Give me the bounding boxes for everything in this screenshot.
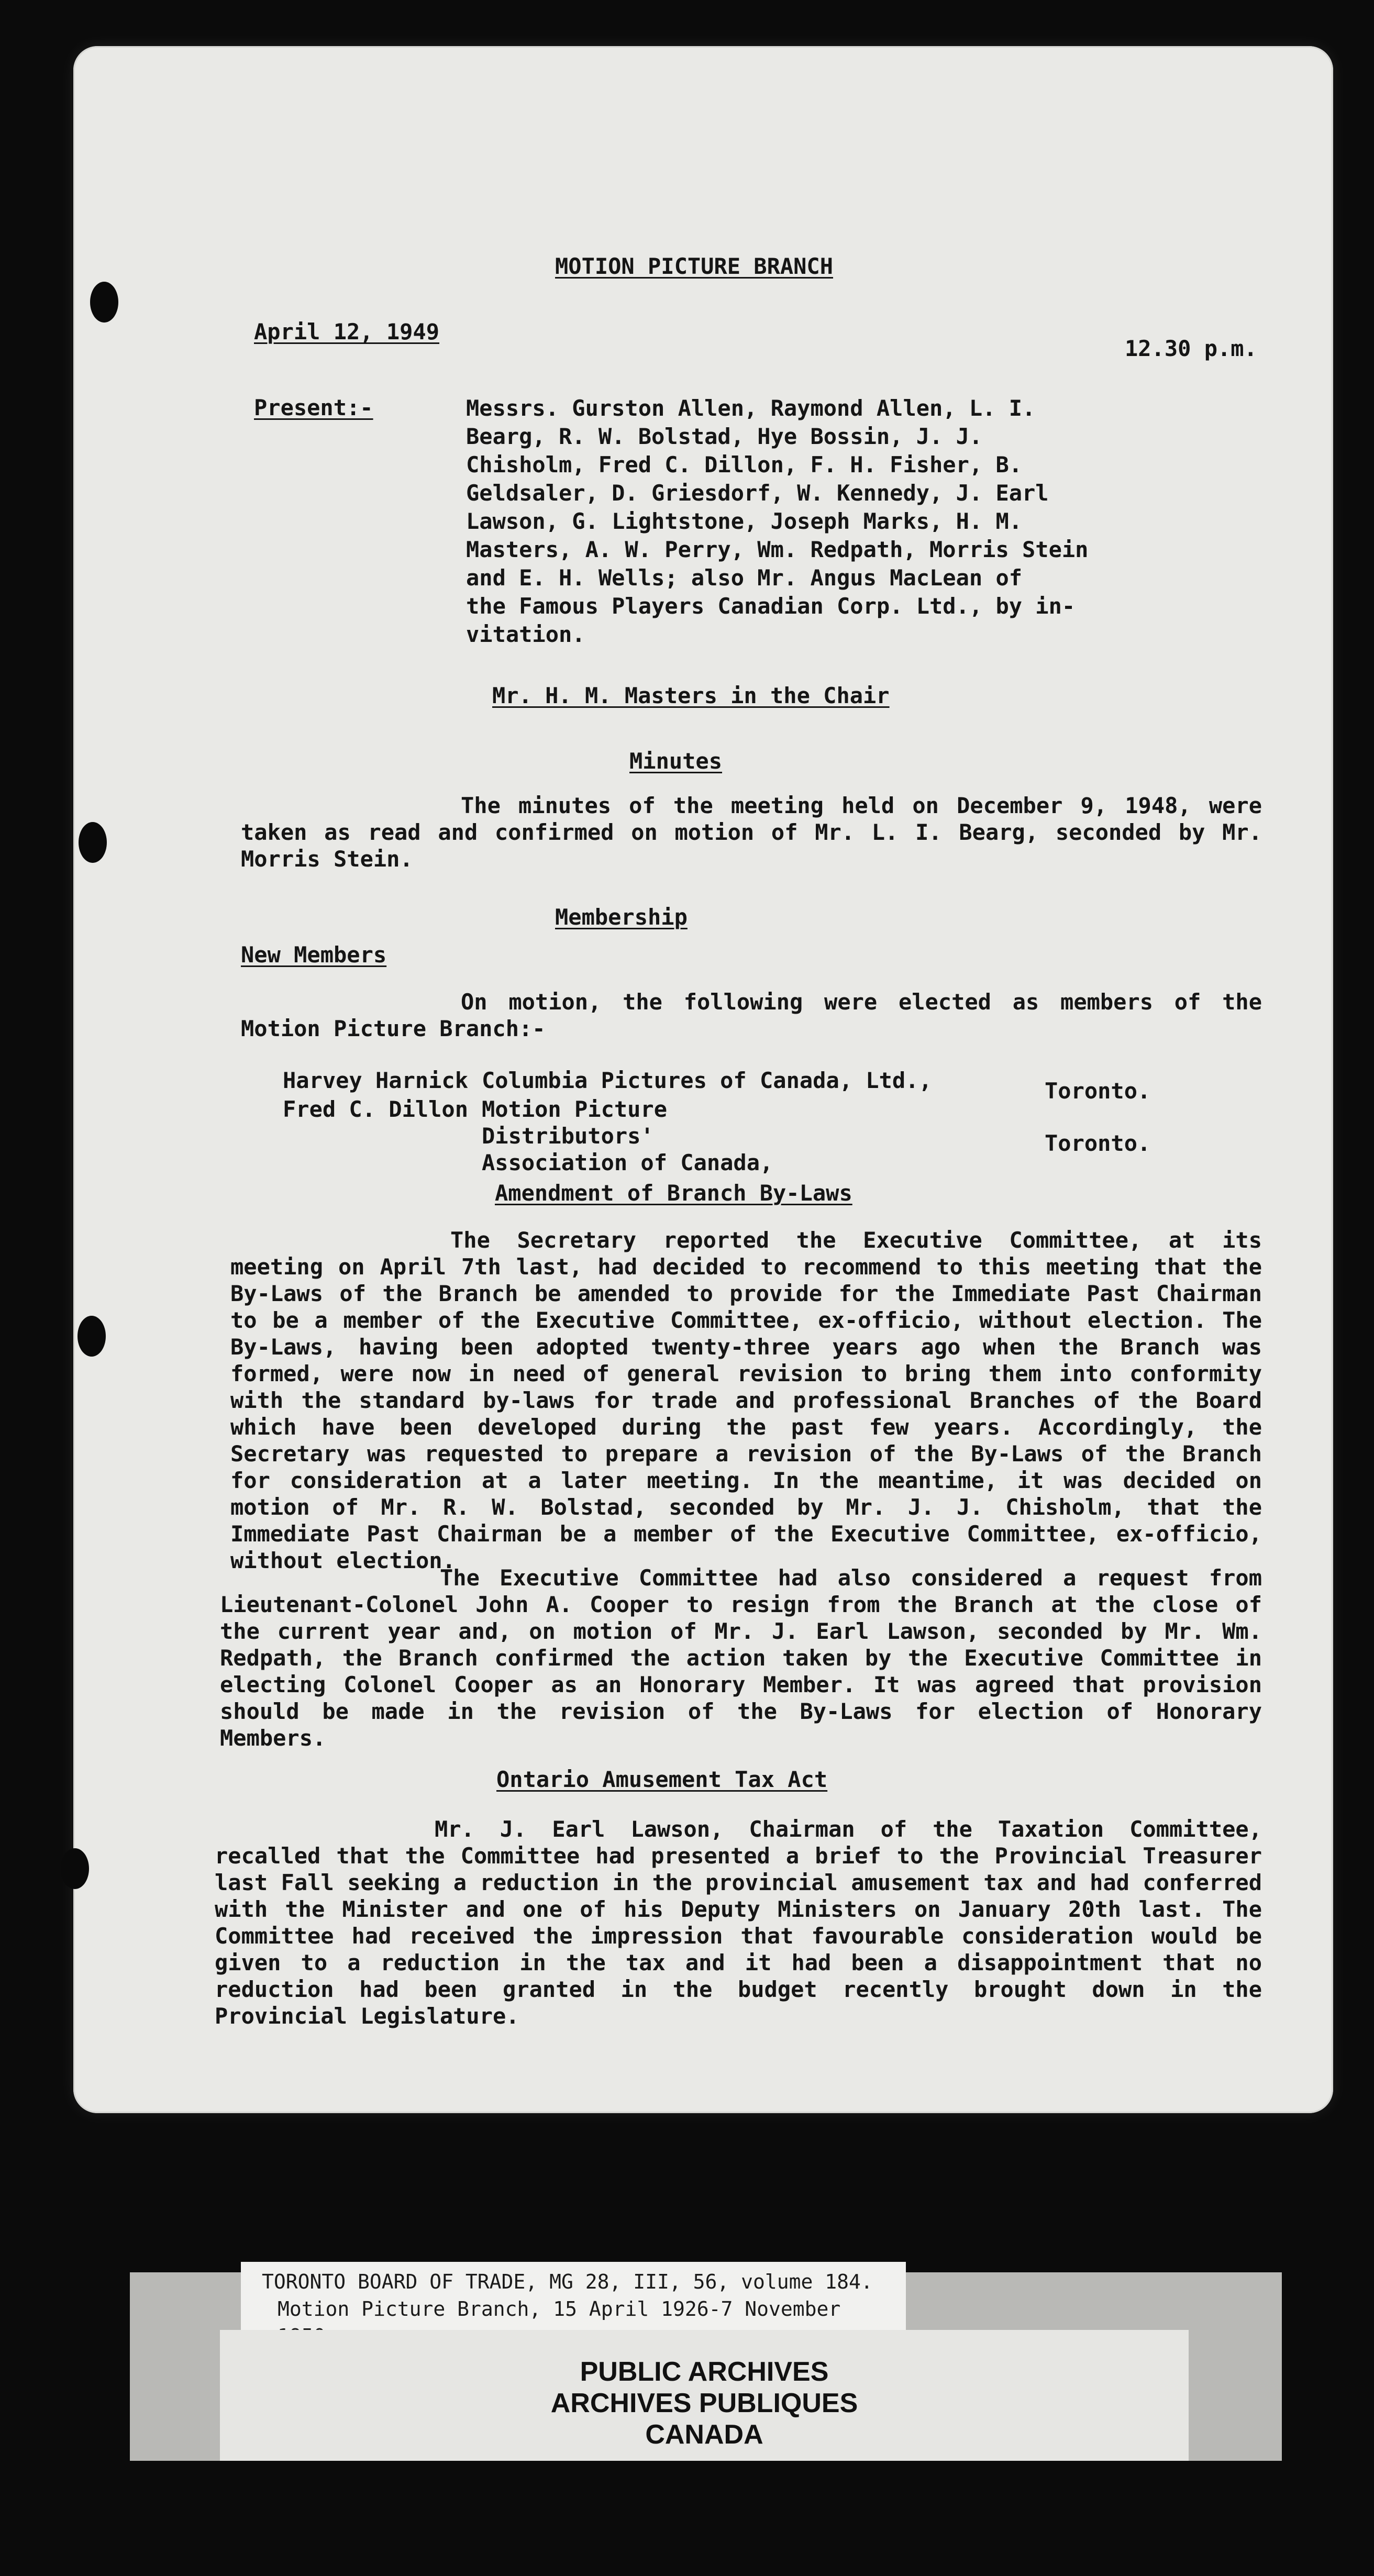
attendees-line: Lawson, G. Lightstone, Joseph Marks, H. M.: [466, 508, 1023, 534]
present-label: Present:-: [254, 395, 373, 420]
member-city: Toronto.: [1045, 1130, 1151, 1156]
meeting-time: 12.30 p.m.: [1125, 336, 1257, 361]
document-body: [73, 46, 1333, 2113]
attendees-line: Messrs. Gurston Allen, Raymond Allen, L. I.: [466, 395, 1036, 421]
attendees-line: the Famous Players Canadian Corp. Ltd., by in-: [466, 593, 1076, 619]
bylaws-paragraph: The Secretary reported the Executive Committee, at its meeting on April 7th last, had decided to recommend to this meeting that the By-Laws of the Branch be amended to provide for the Immediate Past Chairman to be a member of the Executive Committee, ex-officio, without election. The By-Laws, having been adopted twenty-three years ago when the Branch was formed, were now in need of general revision to bring them into conformity with the standard by-laws for trade and professional Branches of the Board which have been developed during the past few years. Accordingly, the Secretary was requested to prepare a revision of the By-Laws of the Branch for consideration at a later meeting. In the meantime, it was decided on motion of Mr. R. W. Bolstad, seconded by Mr. J. J. Chisholm, that the Immediate Past Chairman be a member of the Executive Committee, ex-officio, without election.: [230, 1227, 1262, 1573]
attendees-list: [466, 394, 1088, 649]
new-members-subheading: New Members: [241, 942, 387, 968]
meeting-date: April 12, 1949: [254, 319, 440, 345]
attendees-line: and E. H. Wells; also Mr. Angus MacLean of: [466, 565, 1023, 591]
bylaws-paragraph: The Executive Committee had also considered a request from Lieutenant-Colonel John A. Cooper to resign from the Branch at the close of the current year and, on motion of Mr. J. Earl Lawson, seconded by Mr. Wm. Redpath, the Branch confirmed the action taken by the Executive Committee in electing Colonel Cooper as an Honorary Member. It was agreed that provision should be made in the revision of the By-Laws for election of Honorary Members.: [220, 1565, 1262, 1751]
membership-intro: On motion, the following were elected as members of the Motion Picture Branch:-: [241, 989, 1262, 1041]
archive-reference-line: Motion Picture Branch, 15 April 1926-7 November: [278, 2297, 841, 2320]
minutes-text: The minutes of the meeting held on December 9, 1948, were taken as read and confirmed on motion of Mr. L. I. Bearg, seconded by Mr. Morris Stein.: [241, 793, 1262, 872]
archive-reference-label: [241, 2262, 906, 2330]
member-company: Motion Picture Distributors' Association of Canada,: [482, 1096, 773, 1175]
member-city: Toronto.: [1045, 1078, 1151, 1104]
member-name: Harvey Harnick: [283, 1068, 469, 1093]
attendees-line: Geldsaler, D. Griesdorf, W. Kennedy, J. Earl: [466, 480, 1049, 506]
archive-reference-line: TORONTO BOARD OF TRADE, MG 28, III, 56, volume 184.: [262, 2270, 873, 2293]
tax-heading: Ontario Amusement Tax Act: [496, 1767, 828, 1792]
page-title: MOTION PICTURE BRANCH: [555, 253, 834, 279]
bylaws-heading: Amendment of Branch By-Laws: [495, 1180, 852, 1206]
tax-paragraph: Mr. J. Earl Lawson, Chairman of the Taxation Committee, recalled that the Committee had presented a brief to the Provincial Treasurer last Fall seeking a reduction in the provincial amusement tax and had conferred with the Minister and one of his Deputy Ministers on January 20th last. The Committee had received the impression that favourable consideration would be given to a reduction in the tax and it had been a disappointment that no reduction had been granted in the budget recently brought down in the Provincial Legislature.: [215, 1816, 1262, 2029]
attendees-line: vitation.: [466, 621, 585, 647]
chair-heading: Mr. H. M. Masters in the Chair: [492, 683, 890, 708]
member-name: Fred C. Dillon: [283, 1096, 469, 1122]
member-company: Columbia Pictures of Canada, Ltd.,: [482, 1068, 932, 1093]
minutes-heading: Minutes: [629, 748, 723, 774]
attendees-line: Chisholm, Fred C. Dillon, F. H. Fisher, B.: [466, 452, 1023, 478]
attendees-line: Masters, A. W. Perry, Wm. Redpath, Morris Stein: [466, 537, 1089, 562]
membership-heading: Membership: [555, 904, 688, 930]
archive-stamp: [220, 2330, 1189, 2461]
archive-stamp-line: ARCHIVES PUBLIQUES: [550, 2388, 858, 2418]
attendees-line: Bearg, R. W. Bolstad, Hye Bossin, J. J.: [466, 424, 983, 449]
document-page: [73, 46, 1333, 2113]
archive-stamp-line: CANADA: [645, 2419, 763, 2450]
archive-stamp-line: PUBLIC ARCHIVES: [580, 2357, 829, 2387]
